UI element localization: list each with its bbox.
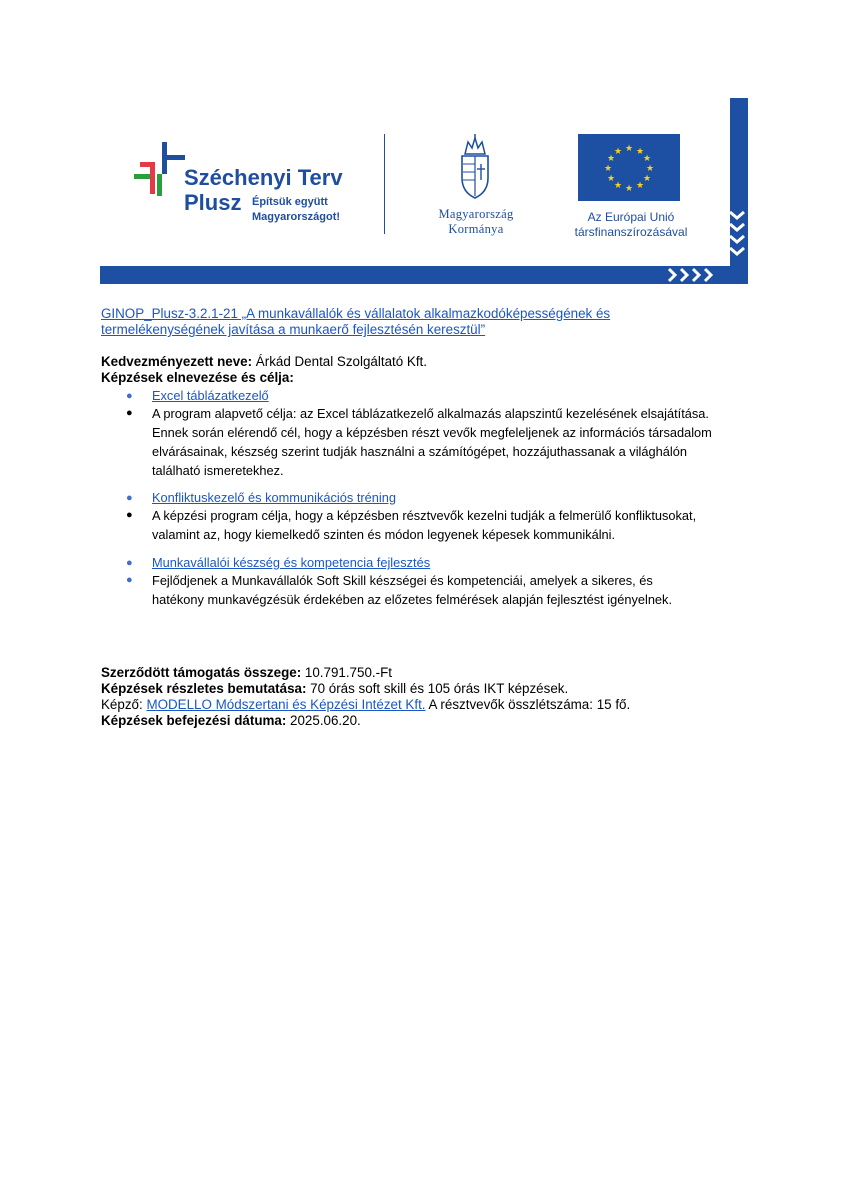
eu-flag-icon bbox=[578, 134, 680, 201]
bullet-icon: ● bbox=[126, 390, 133, 402]
szechenyi-tagline-line-1: Építsük együtt bbox=[252, 196, 328, 208]
trainer-link[interactable]: MODELLO Módszertani és Képzési Intézet Kft. bbox=[146, 697, 426, 712]
training-desc-2-line-2: valamint az, hogy kiemelkedő szinten és módon legyenek képesek kommunikálni. bbox=[152, 527, 616, 542]
training-desc-3 bbox=[152, 571, 672, 609]
training-desc-1-line-2: Ennek során elérendő cél, hogy a képzésben részt vevők megfeleljenek az információs társadalom bbox=[152, 425, 712, 440]
coat-of-arms-icon bbox=[458, 134, 492, 200]
training-name-2[interactable] bbox=[152, 488, 396, 507]
svg-text:★: ★ bbox=[642, 154, 652, 164]
details-label: Képzések részletes bemutatása: bbox=[101, 681, 307, 696]
project-title-line-1[interactable] bbox=[101, 306, 610, 322]
eu-line-1: Az Európai Unió bbox=[587, 210, 675, 224]
svg-text:★: ★ bbox=[606, 154, 616, 164]
trainer-line bbox=[101, 697, 630, 713]
svg-text:★: ★ bbox=[624, 144, 634, 154]
training-desc-2 bbox=[152, 506, 696, 544]
training-link-3[interactable]: Munkavállalói készség és kompetencia fejlesztés bbox=[152, 555, 431, 570]
svg-text:★: ★ bbox=[642, 174, 652, 184]
svg-text:★: ★ bbox=[645, 164, 655, 174]
grant-label: Szerződött támogatás összege: bbox=[101, 665, 302, 680]
grant-value: 10.791.750.-Ft bbox=[301, 665, 392, 680]
szechenyi-plus: Plusz bbox=[184, 190, 242, 215]
svg-text:★: ★ bbox=[635, 181, 645, 191]
project-title-link-1[interactable]: GINOP_Plusz-3.2.1-21 „A munkavállalók és vállalatok alkalmazkodóképességének és bbox=[101, 306, 611, 321]
eu-line-2: társfinanszírozásával bbox=[574, 225, 688, 239]
bullet-icon: ● bbox=[126, 492, 133, 504]
grant-line bbox=[101, 665, 392, 681]
beneficiary-label: Kedvezményezett neve: bbox=[101, 354, 253, 369]
eu-stars-icon bbox=[578, 134, 680, 201]
training-link-2[interactable]: Konfliktuskezelő és kommunikációs tréning bbox=[152, 490, 396, 505]
header-banner bbox=[100, 98, 748, 286]
banner-bottom-stripe bbox=[100, 266, 748, 284]
training-desc-3-line-2: hatékony munkavégzésük érdekében az előzetes felmérések alapján fejlesztést igényelnek. bbox=[152, 592, 673, 607]
beneficiary-line bbox=[101, 354, 427, 370]
details-value: 70 órás soft skill és 105 órás IKT képzések. bbox=[306, 681, 569, 696]
szechenyi-title: Széchenyi Terv bbox=[184, 165, 343, 190]
trainings-heading: Képzések elnevezése és célja: bbox=[101, 370, 294, 385]
szechenyi-tagline-line-2: Magyarországot! bbox=[252, 211, 341, 223]
end-date-value: 2025.06.20. bbox=[286, 713, 361, 728]
participants-text: A résztvevők összlétszáma: 15 fő. bbox=[425, 697, 631, 712]
training-link-1[interactable]: Excel táblázatkezelő bbox=[152, 388, 269, 403]
logo-divider bbox=[384, 134, 385, 234]
government-line-2: Kormánya bbox=[448, 222, 504, 236]
training-desc-1-line-1: A program alapvető célja: az Excel táblázatkezelő alkalmazás alapszintű kezelésének elsajátítása. bbox=[152, 406, 709, 421]
training-desc-1 bbox=[152, 404, 712, 480]
government-line-1: Magyarország bbox=[438, 207, 514, 221]
bullet-icon: ● bbox=[126, 574, 133, 586]
svg-text:★: ★ bbox=[603, 164, 613, 174]
bullet-icon: ● bbox=[126, 407, 133, 419]
bullet-icon: ● bbox=[126, 509, 133, 521]
svg-text:★: ★ bbox=[624, 184, 634, 194]
training-desc-1-line-4: található ismeretekhez. bbox=[152, 463, 284, 478]
svg-text:★: ★ bbox=[613, 181, 623, 191]
svg-text:★: ★ bbox=[606, 174, 616, 184]
training-desc-1-line-3: elvárásainak, készség szerint tudják használni a számítógépet, hozzájuthassanak a világhálón bbox=[152, 444, 687, 459]
bullet-icon: ● bbox=[126, 557, 133, 569]
end-date-label: Képzések befejezési dátuma: bbox=[101, 713, 287, 728]
training-name-1[interactable] bbox=[152, 386, 269, 405]
end-date-line bbox=[101, 713, 361, 729]
svg-text:★: ★ bbox=[613, 147, 623, 157]
training-desc-2-line-1: A képzési program célja, hogy a képzésben résztvevők kezelni tudják a felmerülő konfliktusokat, bbox=[152, 508, 697, 523]
details-line bbox=[101, 681, 568, 697]
training-desc-3-line-1: Fejlődjenek a Munkavállalók Soft Skill készségei és kompetenciái, amelyek a sikeres, és bbox=[152, 573, 653, 588]
training-name-3[interactable] bbox=[152, 553, 430, 572]
trainer-label: Képző: bbox=[101, 697, 143, 712]
project-title-line-2[interactable] bbox=[101, 322, 485, 338]
chevron-down-icon bbox=[726, 208, 748, 258]
svg-text:★: ★ bbox=[635, 147, 645, 157]
chevron-right-icon bbox=[665, 266, 715, 284]
project-title-link-2[interactable]: termelékenységének javítása a munkaerő fejlesztésén keresztül” bbox=[101, 322, 486, 337]
beneficiary-value: Árkád Dental Szolgáltató Kft. bbox=[252, 354, 427, 369]
